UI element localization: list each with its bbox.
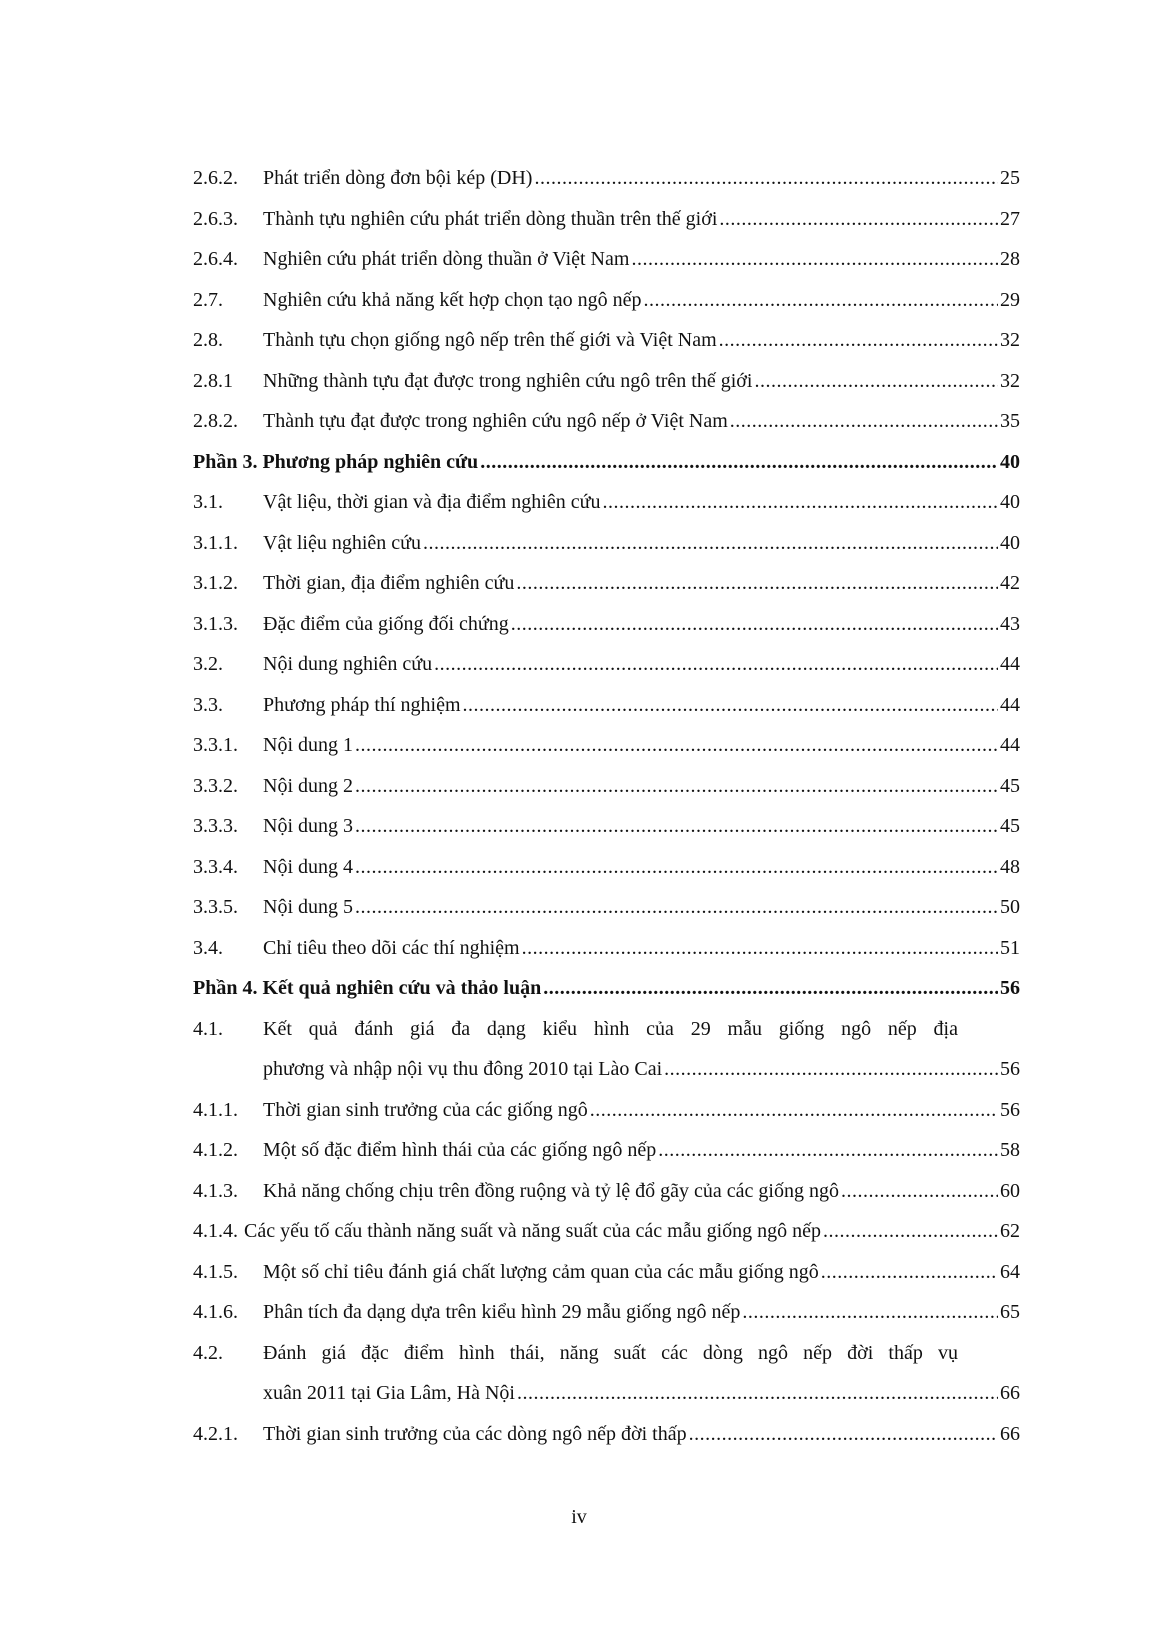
toc-entry-title: Chỉ tiêu theo dõi các thí nghiệm — [263, 936, 520, 959]
toc-entry-title: Thành tựu đạt được trong nghiên cứu ngô nếp ở Việt Nam — [263, 410, 728, 432]
toc-entry-page: 64 — [1000, 1260, 1020, 1283]
toc-entry[interactable] — [193, 1171, 1020, 1212]
toc-entry-number: 3.3.3. — [193, 815, 238, 837]
toc-entry-page: 25 — [1000, 167, 1020, 189]
toc-entry-page: 27 — [1000, 207, 1020, 230]
toc-entry[interactable] — [193, 1009, 1020, 1050]
toc-entry-page: 60 — [1000, 1179, 1020, 1202]
toc-entry[interactable] — [193, 1211, 1020, 1252]
toc-section-heading[interactable] — [193, 442, 1020, 483]
toc-entry-number: 3.3. — [193, 693, 223, 716]
toc-entry-number: 2.8. — [193, 329, 223, 351]
toc-dot-leader — [355, 887, 998, 928]
toc-dot-leader — [517, 1373, 998, 1414]
toc-entry[interactable] — [193, 1090, 1020, 1131]
toc-entry-number: 2.7. — [193, 288, 223, 311]
toc-entry-number: 4.1.5. — [193, 1260, 238, 1283]
toc-entry[interactable] — [193, 1292, 1020, 1333]
toc-entry-number: 2.6.3. — [193, 207, 238, 230]
toc-entry-page: 56 — [1000, 1098, 1020, 1121]
toc-entry-number: 3.1.1. — [193, 531, 238, 554]
toc-entry-number: 4.2.1. — [193, 1422, 238, 1445]
toc-entry[interactable] — [193, 806, 1020, 847]
toc-entry-page: 44 — [1000, 693, 1020, 716]
toc-entry[interactable] — [193, 928, 1020, 969]
toc-entry-page: 40 — [1000, 450, 1020, 473]
toc-entry-title: Vật liệu, thời gian và địa điểm nghiên cứu — [263, 491, 601, 513]
toc-entry[interactable] — [193, 847, 1020, 888]
toc-dot-leader — [355, 725, 998, 766]
toc-entry-page: 28 — [1000, 248, 1020, 270]
toc-entry-number: 3.1.3. — [193, 612, 238, 635]
table-of-contents — [193, 158, 1020, 1454]
toc-entry[interactable] — [193, 766, 1020, 807]
toc-entry[interactable] — [193, 1049, 1020, 1090]
toc-entry-number: 3.3.2. — [193, 774, 238, 797]
toc-entry[interactable] — [193, 1373, 1020, 1414]
toc-dot-leader — [434, 644, 998, 685]
toc-dot-leader — [516, 563, 998, 604]
toc-dot-leader — [644, 280, 998, 321]
toc-entry-number: 2.8.2. — [193, 410, 238, 432]
toc-entry-page: 43 — [1000, 612, 1020, 635]
toc-entry-title: Thời gian sinh trưởng của các giống ngô — [263, 1098, 588, 1121]
toc-dot-leader — [689, 1414, 998, 1455]
toc-entry-page: 32 — [1000, 369, 1020, 392]
toc-dot-leader — [423, 523, 998, 564]
toc-entry[interactable] — [193, 158, 1020, 199]
toc-entry[interactable] — [193, 199, 1020, 240]
toc-entry-title: Nội dung nghiên cứu — [263, 653, 433, 675]
toc-entry-title: Phần 3. Phương pháp nghiên cứu — [193, 450, 479, 473]
toc-entry-title: Nội dung 1 — [263, 734, 353, 756]
toc-entry-page: 45 — [1000, 774, 1020, 797]
toc-entry-title: Nội dung 5 — [263, 896, 353, 918]
toc-entry-number: 3.1. — [193, 491, 223, 513]
toc-entry-page: 40 — [1000, 491, 1020, 513]
toc-entry-number: 3.4. — [193, 936, 223, 959]
toc-entry-number: 4.1.1. — [193, 1098, 238, 1121]
page-number: iv — [571, 1506, 587, 1528]
toc-entry[interactable] — [193, 887, 1020, 928]
toc-dot-leader — [730, 401, 998, 442]
toc-dot-leader — [821, 1252, 998, 1293]
toc-entry[interactable] — [193, 1130, 1020, 1171]
toc-entry-title: Đánh giá đặc điểm hình thái, năng suất các dòng ngô nếp đời thấp vụ — [263, 1341, 958, 1364]
toc-entry[interactable] — [193, 523, 1020, 564]
toc-entry-title: Một số đặc điểm hình thái của các giống ngô nếp — [263, 1139, 657, 1161]
toc-entry[interactable] — [193, 361, 1020, 402]
toc-entry-page: 42 — [1000, 572, 1020, 594]
toc-entry-title: Vật liệu nghiên cứu — [263, 531, 422, 554]
toc-entry-page: 44 — [1000, 734, 1020, 756]
toc-entry-page: 58 — [1000, 1139, 1020, 1161]
toc-dot-leader — [754, 361, 998, 402]
toc-entry-number: 4.1.3. — [193, 1179, 238, 1202]
toc-entry-title: Các yếu tố cấu thành năng suất và năng suất của các mẫu giống ngô nếp — [244, 1220, 822, 1242]
toc-entry-page: 45 — [1000, 815, 1020, 837]
toc-entry[interactable] — [193, 725, 1020, 766]
toc-entry-title: xuân 2011 tại Gia Lâm, Hà Nội — [263, 1382, 515, 1404]
toc-entry[interactable] — [193, 401, 1020, 442]
toc-dot-leader — [590, 1090, 998, 1131]
toc-entry-number: 4.1. — [193, 1017, 223, 1040]
toc-entry-number: 3.2. — [193, 653, 223, 675]
toc-dot-leader — [522, 928, 998, 969]
toc-dot-leader — [480, 442, 998, 483]
toc-entry-title: Nội dung 4 — [263, 855, 353, 878]
toc-dot-leader — [511, 604, 998, 645]
toc-entry-page: 48 — [1000, 855, 1020, 878]
toc-dot-leader — [631, 239, 998, 280]
toc-dot-leader — [841, 1171, 998, 1212]
toc-entry-number: 4.1.2. — [193, 1139, 238, 1161]
toc-entry-title: Phần 4. Kết quả nghiên cứu và thảo luận — [193, 977, 542, 999]
toc-entry-number: 3.1.2. — [193, 572, 238, 594]
toc-dot-leader — [664, 1049, 998, 1090]
toc-entry-page: 66 — [1000, 1422, 1020, 1445]
toc-entry-page: 40 — [1000, 531, 1020, 554]
toc-entry[interactable] — [193, 644, 1020, 685]
toc-entry-title: Một số chỉ tiêu đánh giá chất lượng cảm quan của các mẫu giống ngô — [263, 1260, 819, 1283]
toc-entry-page: 35 — [1000, 410, 1020, 432]
toc-entry[interactable] — [193, 239, 1020, 280]
toc-entry-page: 50 — [1000, 896, 1020, 918]
toc-entry-title: Kết quả đánh giá đa dạng kiểu hình của 29 mẫu giống ngô nếp địa — [263, 1017, 958, 1040]
toc-dot-leader — [463, 685, 998, 726]
toc-entry-title: Nội dung 3 — [263, 815, 353, 837]
toc-entry[interactable] — [193, 280, 1020, 321]
toc-entry[interactable] — [193, 563, 1020, 604]
toc-entry-number: 2.8.1 — [193, 369, 233, 392]
toc-entry-page: 62 — [1000, 1220, 1020, 1242]
toc-entry-title: phương và nhập nội vụ thu đông 2010 tại Lào Cai — [263, 1058, 663, 1080]
toc-entry-number: 3.3.4. — [193, 855, 238, 878]
toc-dot-leader — [823, 1211, 998, 1252]
toc-dot-leader — [355, 847, 998, 888]
toc-entry-title: Khả năng chống chịu trên đồng ruộng và tỷ lệ đổ gãy của các giống ngô — [263, 1179, 839, 1202]
toc-entry[interactable] — [193, 1252, 1020, 1293]
toc-entry-page: 51 — [1000, 936, 1020, 959]
toc-entry[interactable] — [193, 482, 1020, 523]
toc-entry-title: Nghiên cứu khả năng kết hợp chọn tạo ngô nếp — [263, 288, 642, 311]
toc-entry-number: 2.6.2. — [193, 167, 238, 189]
toc-entry-title: Phân tích đa dạng dựa trên kiểu hình 29 mẫu giống ngô nếp — [263, 1301, 741, 1323]
toc-entry-page: 65 — [1000, 1301, 1020, 1323]
toc-dot-leader — [543, 968, 998, 1009]
toc-entry-page: 56 — [1000, 1058, 1020, 1080]
toc-entry-page: 44 — [1000, 653, 1020, 675]
toc-entry-number: 4.1.4. — [193, 1220, 238, 1242]
toc-entry[interactable] — [193, 1414, 1020, 1455]
toc-entry-number: 4.2. — [193, 1341, 223, 1364]
toc-dot-leader — [658, 1130, 998, 1171]
toc-dot-leader — [602, 482, 998, 523]
toc-entry-page: 66 — [1000, 1382, 1020, 1404]
toc-entry-number: 2.6.4. — [193, 248, 238, 270]
toc-entry-page: 56 — [1000, 977, 1020, 999]
toc-dot-leader — [719, 320, 998, 361]
toc-entry-page: 32 — [1000, 329, 1020, 351]
toc-entry-title: Nội dung 2 — [263, 774, 353, 797]
toc-entry-title: Thành tựu nghiên cứu phát triển dòng thuần trên thế giới — [263, 207, 718, 230]
toc-dot-leader — [534, 158, 998, 199]
toc-entry-title: Phương pháp thí nghiệm — [263, 693, 461, 716]
toc-dot-leader — [742, 1292, 998, 1333]
toc-entry-title: Đặc điểm của giống đối chứng — [263, 612, 509, 635]
toc-entry-title: Thời gian, địa điểm nghiên cứu — [263, 572, 515, 594]
toc-entry-title: Phát triển dòng đơn bội kép (DH) — [263, 167, 533, 189]
toc-entry[interactable] — [193, 604, 1020, 645]
toc-entry[interactable] — [193, 1333, 1020, 1374]
toc-entry[interactable] — [193, 320, 1020, 361]
toc-entry-title: Nghiên cứu phát triển dòng thuần ở Việt Nam — [263, 248, 630, 270]
toc-dot-leader — [355, 766, 998, 807]
toc-dot-leader — [355, 806, 998, 847]
toc-entry-title: Thành tựu chọn giống ngô nếp trên thế giới và Việt Nam — [263, 329, 717, 351]
toc-entry-page: 29 — [1000, 288, 1020, 311]
toc-entry-title: Những thành tựu đạt được trong nghiên cứu ngô trên thế giới — [263, 369, 753, 392]
toc-entry-title: Thời gian sinh trưởng của các dòng ngô nếp đời thấp — [263, 1422, 687, 1445]
toc-entry-number: 3.3.5. — [193, 896, 238, 918]
toc-entry-number: 3.3.1. — [193, 734, 238, 756]
toc-entry-number: 4.1.6. — [193, 1301, 238, 1323]
toc-section-heading[interactable] — [193, 968, 1020, 1009]
toc-entry[interactable] — [193, 685, 1020, 726]
toc-dot-leader — [719, 199, 998, 240]
